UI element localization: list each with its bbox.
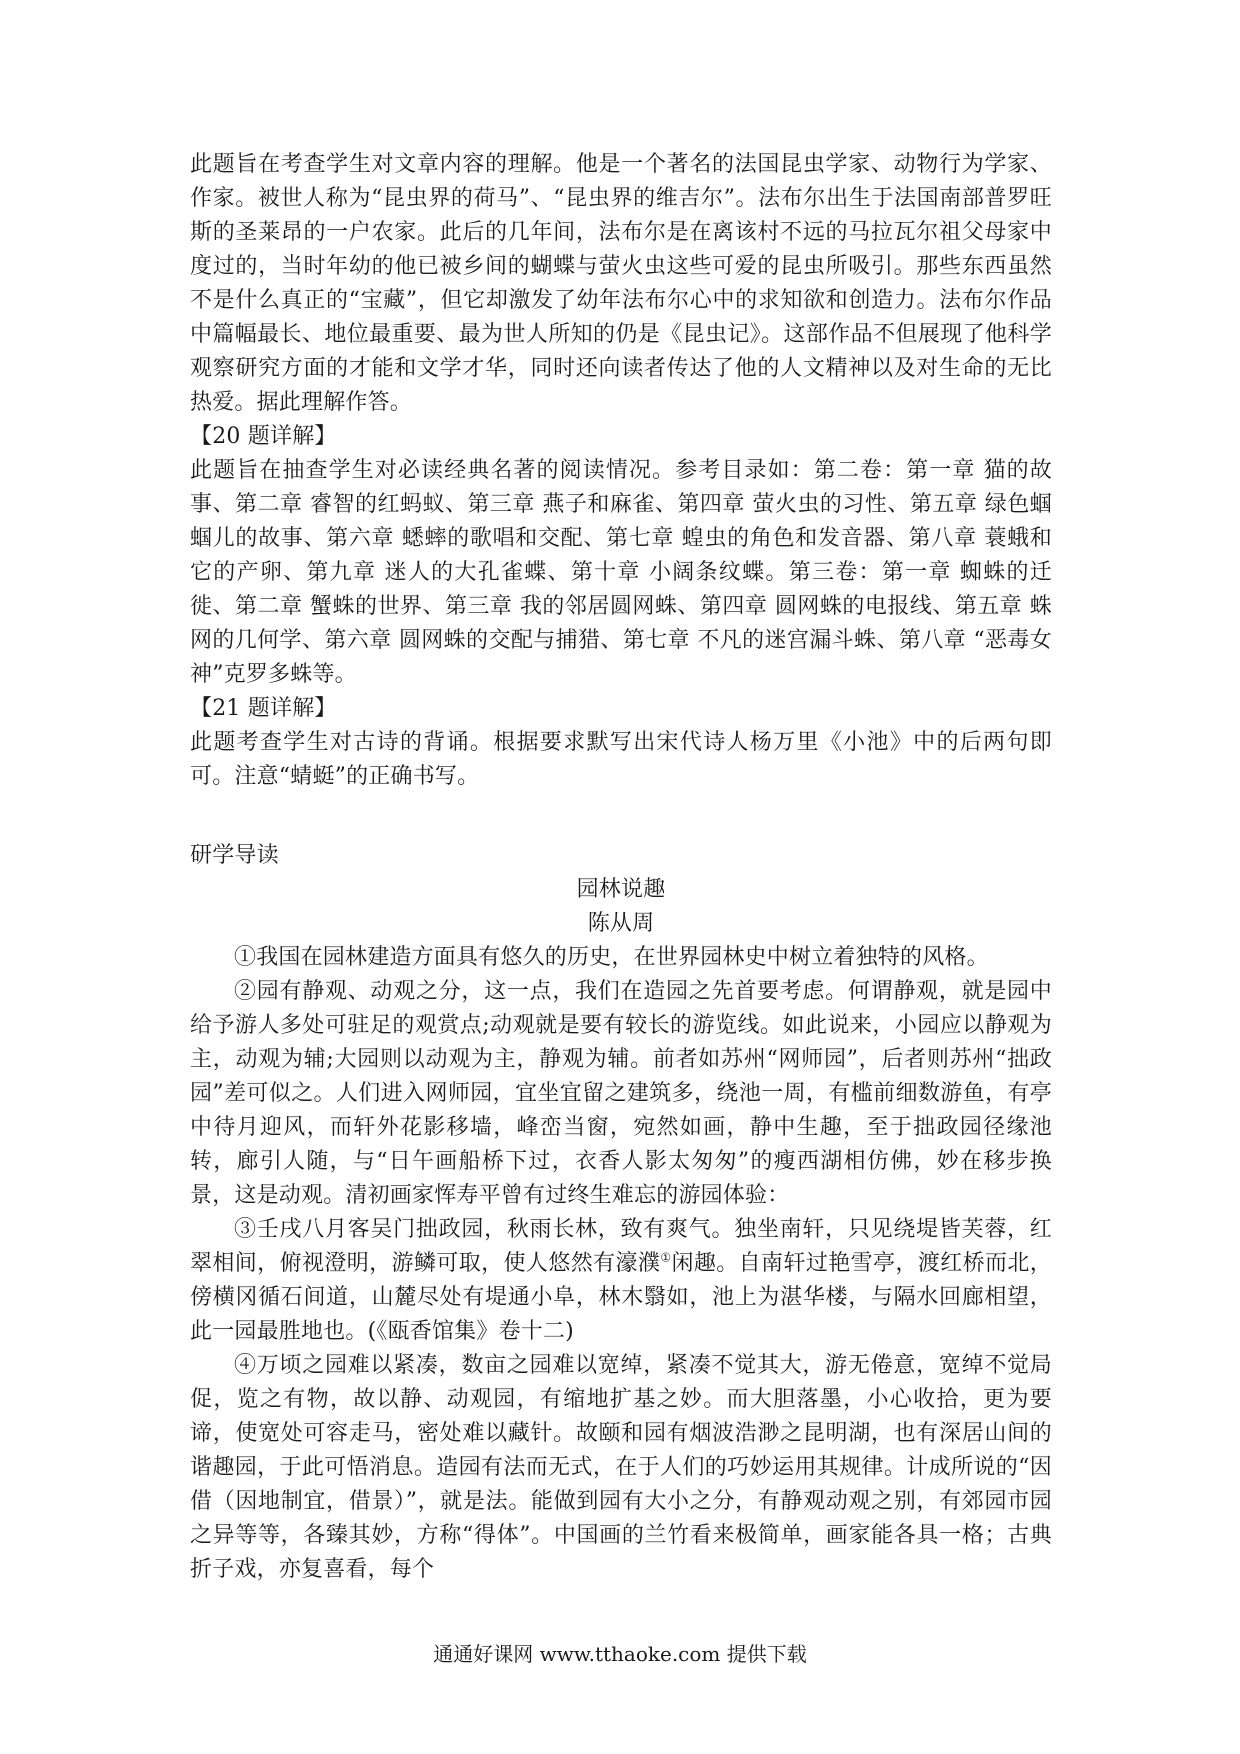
- answer-20-paragraph: 此题旨在抽查学生对必读经典名著的阅读情况。参考目录如：第二卷：第一章 猫的故事、第二章 睿智的红蚂蚁、第三章 燕子和麻雀、第四章 萤火虫的习性、第五章 绿色蝈蝈儿的故事、第六章 蟋蟀的歌唱和交配、第七章 蝗虫的角色和发音器、第八章 蓑蛾和它的产卵、第九章 迷人的大孔雀蝶、第十章 小阔条纹蝶。第三卷：第一章 蜘蛛的迁徙、第二章 蟹蛛的世界、第三章 我的邻居圆网蛛、第四章 圆网蛛的电报线、第五章 蛛网的几何学、第六章 圆网蛛的交配与捕猎、第七章 不凡的迷宫漏斗蛛、第八章 “恶毒女神”克罗多蛛等。: [190, 458, 1052, 687]
- reading-paragraph-4: ④万顷之园难以紧凑，数亩之园难以宽绰，紧凑不觉其大，游无倦意，宽绰不觉局促，览之有物，故以静、动观园，有缩地扩基之妙。而大胆落墨，小心收拾，更为要谛，使宽处可容走马，密处难以藏针。故颐和园有烟波浩渺之昆明湖，也有深居山间的谐趣园，于此可悟消息。造园有法而无式，在于人们的巧妙运用其规律。计成所说的“因借（因地制宜，借景）”，就是法。能做到园有大小之分，有静观动观之别，有郊园市园之异等等，各臻其妙，方称“得体”。中国画的兰竹看来极简单，画家能各具一格；古典折子戏，亦复喜看，每个: [190, 1353, 1052, 1582]
- reading-paragraph-2: ②园有静观、动观之分，这一点，我们在造园之先首要考虑。何谓静观，就是园中给予游人多处可驻足的观赏点;动观就是要有较长的游览线。如此说来，小园应以静观为主，动观为辅;大园则以动观为主，静观为辅。前者如苏州“网师园”，后者则苏州“拙政园”差可似之。人们进入网师园，宜坐宜留之建筑多，绕池一周，有槛前细数游鱼，有亭中待月迎风，而轩外花影移墙，峰峦当窗，宛然如画，静中生趣，至于拙政园径缘池转，廊引人随，与“日午画船桥下过，衣香人影太匆匆”的瘦西湖相仿佛，妙在移步换景，这是动观。清初画家恽寿平曾有过终生难忘的游园体验：: [190, 979, 1052, 1208]
- reading-paragraph-3-part-a: ③壬戌八月客吴门拙政园，秋雨长林，致有爽气。独坐南轩，只见绕堤皆芙蓉，红翠相间，俯视澄明，游鳞可取，使人悠然有濠濮: [190, 1217, 1052, 1276]
- reading-title: 园林说趣: [576, 877, 666, 902]
- footnote-marker: ①: [660, 1250, 672, 1265]
- answer-20-heading: 【20 题详解】: [190, 424, 337, 449]
- reading-paragraph-1: ①我国在园林建造方面具有悠久的历史，在世界园林史中树立着独特的风格。: [234, 945, 989, 970]
- reading-section-label: 研学导读: [190, 843, 279, 868]
- page-footer: 通通好课网 www.tthaoke.com 提供下载: [433, 1642, 807, 1666]
- reading-paragraph-3: [190, 1213, 1052, 1349]
- reading-author: 陈从周: [587, 911, 655, 936]
- reading-paragraph-3-part-b: 闲趣。自南轩过艳雪亭，渡红桥而北，傍横冈循石间道，山麓尽处有堤通小阜，林木翳如，池上为湛华楼，与隔水回廊相望，此一园最胜地也。(《瓯香馆集》卷十二): [190, 1251, 1052, 1344]
- document-body: [190, 148, 1052, 1587]
- section-spacer: [190, 794, 1052, 839]
- answer-21-paragraph: 此题考查学生对古诗的背诵。根据要求默写出宋代诗人杨万里《小池》中的后两句即可。注意“蜻蜓”的正确书写。: [190, 730, 1052, 789]
- answer-19-paragraph: 此题旨在考查学生对文章内容的理解。他是一个著名的法国昆虫学家、动物行为学家、作家。被世人称为“昆虫界的荷马”、“昆虫界的维吉尔”。法布尔出生于法国南部普罗旺斯的圣莱昂的一户农家。此后的几年间，法布尔是在离该村不远的马拉瓦尔祖父母家中度过的，当时年幼的他已被乡间的蝴蝶与萤火虫这些可爱的昆虫所吸引。那些东西虽然不是什么真正的“宝藏”，但它却激发了幼年法布尔心中的求知欲和创造力。法布尔作品中篇幅最长、地位最重要、最为世人所知的仍是《昆虫记》。这部作品不但展现了他科学观察研究方面的才能和文学才华，同时还向读者传达了他的人文精神以及对生命的无比热爱。据此理解作答。: [190, 152, 1052, 415]
- answer-21-heading: 【21 题详解】: [190, 696, 337, 721]
